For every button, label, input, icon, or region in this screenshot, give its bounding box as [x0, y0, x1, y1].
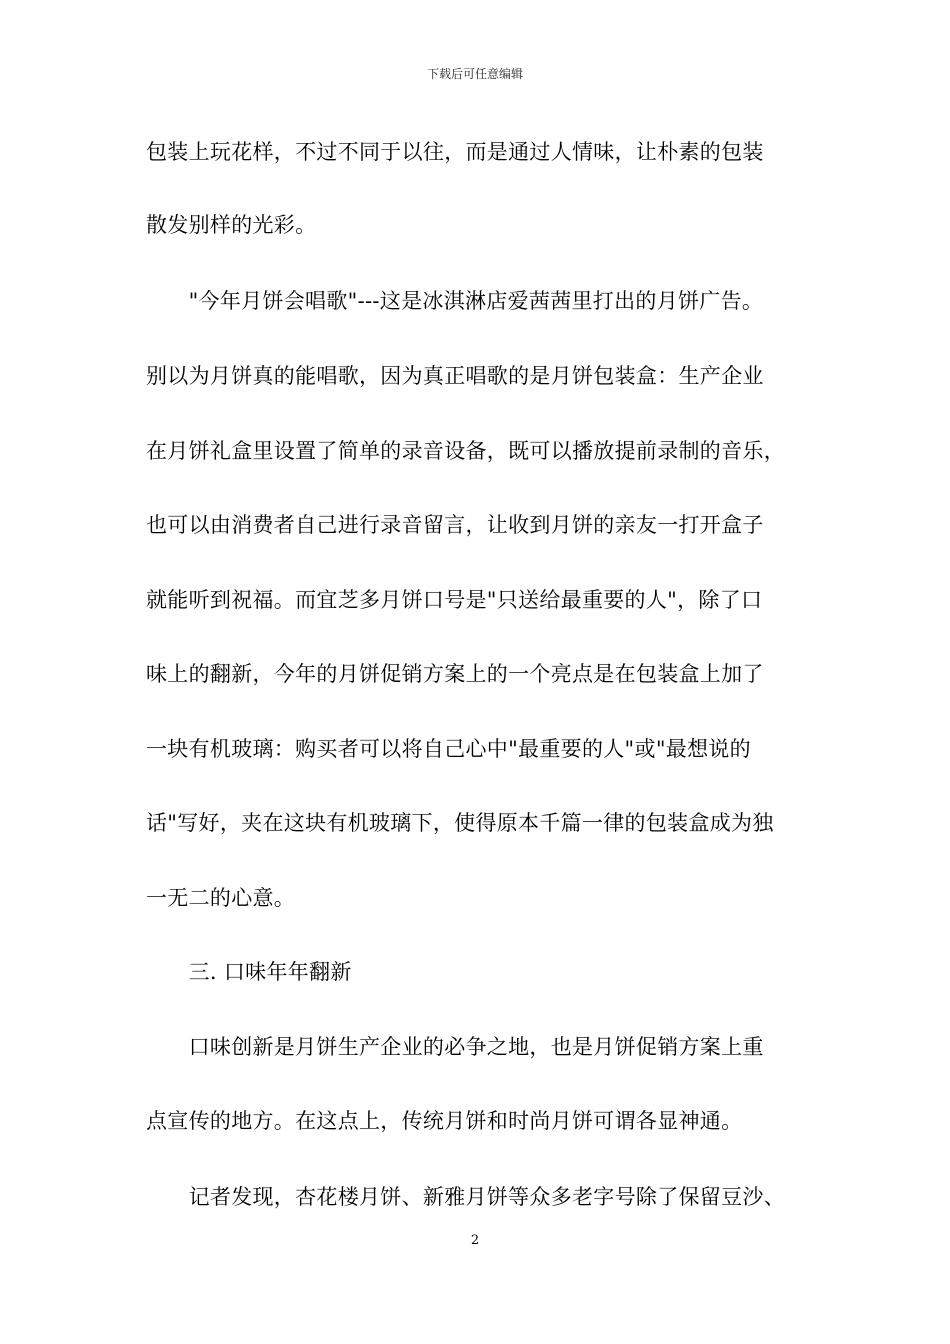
body-line: 话"写好，夹在这块有机玻璃下，使得原本千篇一律的包装盒成为独 — [146, 811, 774, 835]
body-line: 点宣传的地方。在这点上，传统月饼和时尚月饼可谓各显神通。 — [146, 1109, 743, 1133]
body-line: 也可以由消费者自己进行录音留言，让收到月饼的亲友一打开盒子 — [146, 513, 764, 537]
page-number: 2 — [470, 1233, 480, 1248]
body-line: 记者发现，杏花楼月饼、新雅月饼等众多老字号除了保留豆沙、 — [146, 1185, 785, 1209]
body-line: 在月饼礼盒里设置了简单的录音设备，既可以播放提前录制的音乐， — [146, 439, 785, 463]
body-line: 一无二的心意。 — [146, 886, 296, 910]
body-line: 味上的翻新，今年的月饼促销方案上的一个亮点是在包装盒上加了 — [146, 662, 764, 686]
body-line: 散发别样的光彩。 — [146, 213, 317, 237]
body-line: 别以为月饼真的能唱歌，因为真正唱歌的是月饼包装盒：生产企业 — [146, 364, 764, 388]
section-heading: 三. 口味年年翻新 — [146, 960, 352, 984]
header-note: 下载后可任意编辑 — [426, 67, 523, 81]
body-line: 包装上玩花样，不过不同于以往，而是通过人情味，让朴素的包装 — [146, 140, 764, 164]
body-line: 一块有机玻璃：购买者可以将自己心中"最重要的人"或"最想说的 — [146, 737, 751, 761]
body-line: "今年月饼会唱歌"---这是冰淇淋店爱茜茜里打出的月饼广告。 — [146, 289, 764, 313]
body-line: 就能听到祝福。而宜芝多月饼口号是"只送给最重要的人"，除了口 — [146, 588, 763, 612]
body-line: 口味创新是月饼生产企业的必争之地，也是月饼促销方案上重 — [146, 1035, 764, 1059]
